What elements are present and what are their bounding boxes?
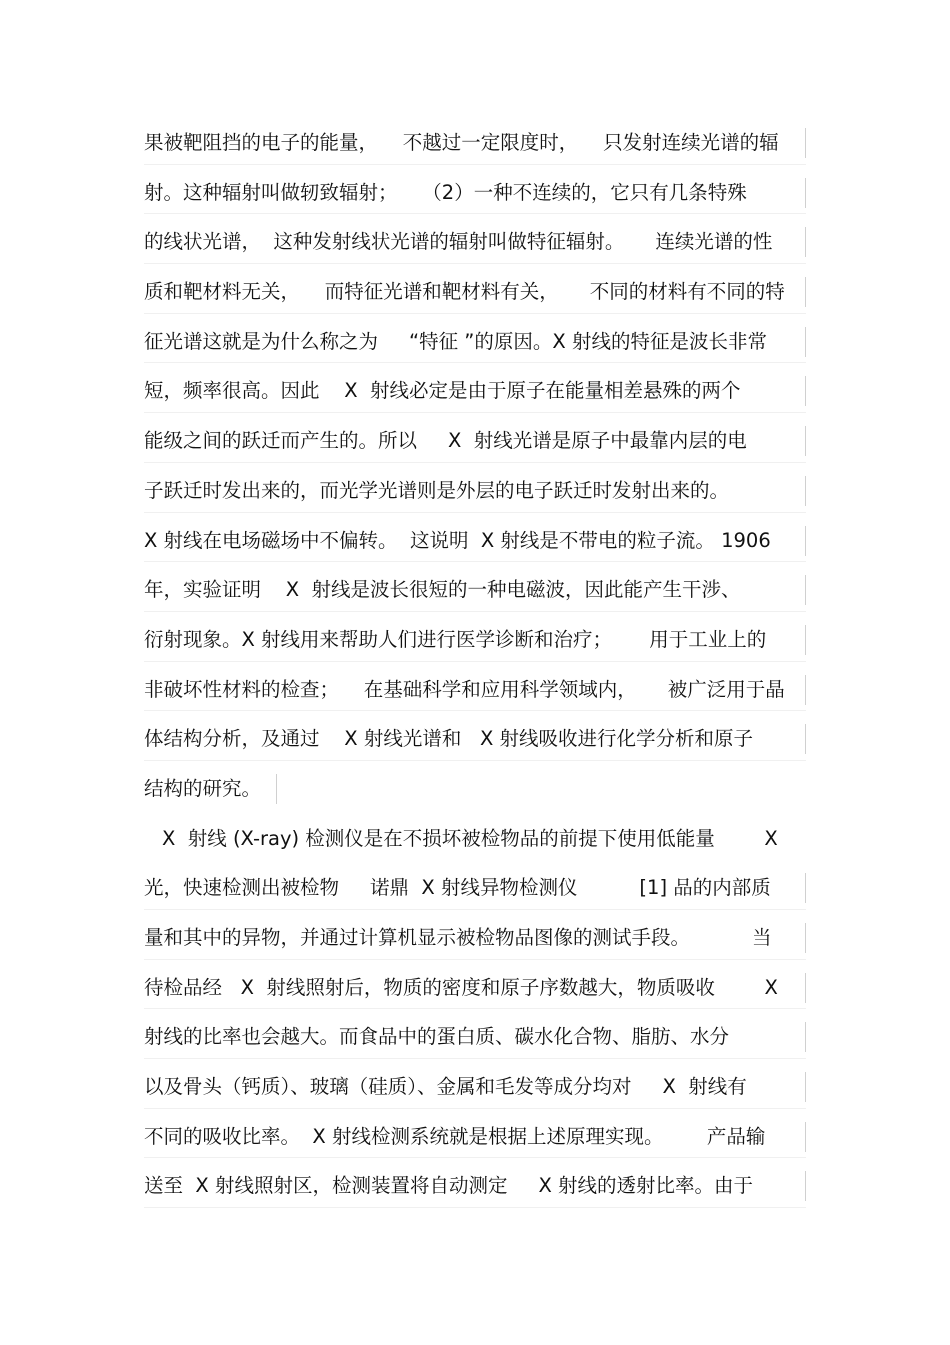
text-line: 年，实验证明 X 射线是波长很短的一种电磁波，因此能产生干涉、 — [144, 565, 806, 615]
text-line: 不同的吸收比率。 X 射线检测系统就是根据上述原理实现。 产品输 — [144, 1112, 806, 1162]
text-line: 以及骨头（钙质）、玻璃（硅质）、金属和毛发等成分均对 X 射线有 — [144, 1062, 806, 1112]
text-line: 送至 X 射线照射区，检测装置将自动测定 X 射线的透射比率。由于 — [144, 1161, 806, 1211]
text-line: X 射线在电场磁场中不偏转。 这说明 X 射线是不带电的粒子流。 1906 — [144, 516, 806, 566]
text-line: 能级之间的跃迁而产生的。所以 X 射线光谱是原子中最靠内层的电 — [144, 416, 806, 466]
text-line: 质和靶材料无关， 而特征光谱和靶材料有关， 不同的材料有不同的特 — [144, 267, 806, 317]
text-line: 非破坏性材料的检查； 在基础科学和应用科学领域内， 被广泛用于晶 — [144, 665, 806, 715]
text-line: 短，频率很高。因此 X 射线必定是由于原子在能量相差悬殊的两个 — [144, 366, 806, 416]
text-line: 光，快速检测出被检物 诺鼎 X 射线异物检测仪 [1] 品的内部质 — [144, 863, 806, 913]
text-line: 射线的比率也会越大。而食品中的蛋白质、碳水化合物、脂肪、水分 — [144, 1012, 806, 1062]
text-line: 衍射现象。X 射线用来帮助人们进行医学诊断和治疗； 用于工业上的 — [144, 615, 806, 665]
body-text — [144, 118, 806, 1211]
text-line: 子跃迁时发出来的，而光学光谱则是外层的电子跃迁时发射出来的。 — [144, 466, 806, 516]
text-line: 待检品经 X 射线照射后，物质的密度和原子序数越大，物质吸收 X — [144, 963, 806, 1013]
text-line: 结构的研究。 — [144, 764, 806, 814]
text-line: 射。这种辐射叫做轫致辐射； （2）一种不连续的，它只有几条特殊 — [144, 168, 806, 218]
text-line: 的线状光谱， 这种发射线状光谱的辐射叫做特征辐射。 连续光谱的性 — [144, 217, 806, 267]
text-line: 征光谱这就是为什么称之为 “特征 ”的原因。X 射线的特征是波长非常 — [144, 317, 806, 367]
paragraph-start-line: X 射线 (X-ray) 检测仪是在不损坏被检物品的前提下使用低能量 X — [162, 826, 778, 850]
text-line: 体结构分析，及通过 X 射线光谱和 X 射线吸收进行化学分析和原子 — [144, 714, 806, 764]
text-line: 量和其中的异物，并通过计算机显示被检物品图像的测试手段。 当 — [144, 913, 806, 963]
text-line: 果被靶阻挡的电子的能量， 不越过一定限度时， 只发射连续光谱的辐 — [144, 118, 806, 168]
